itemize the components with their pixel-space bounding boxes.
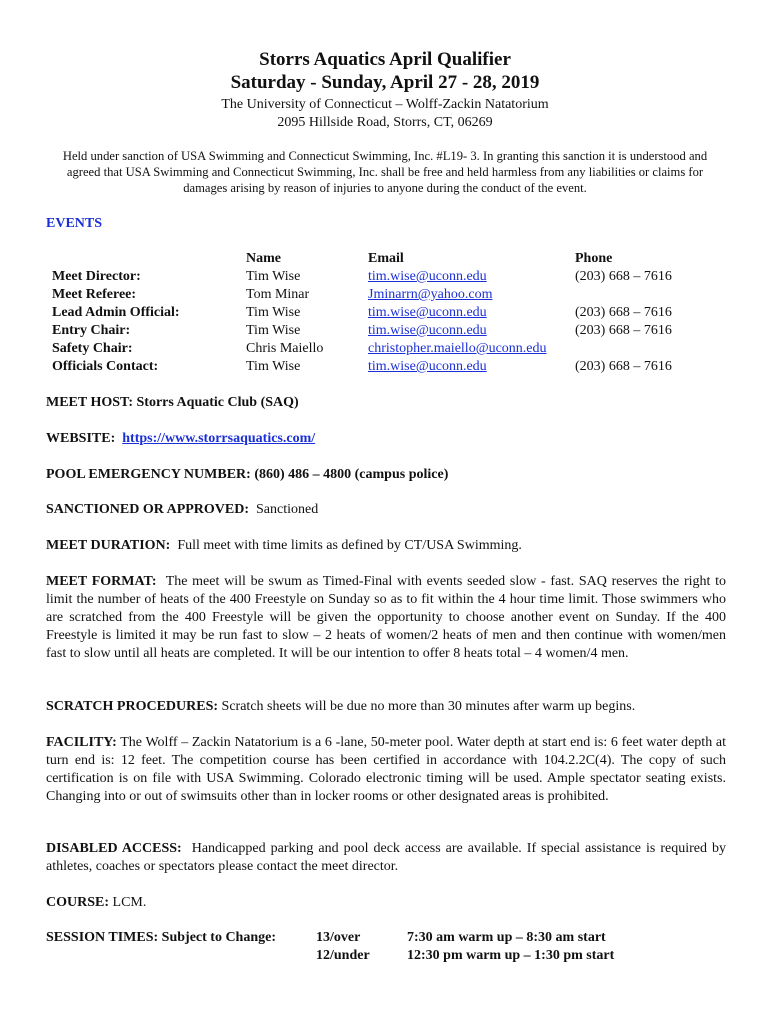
official-role: Lead Admin Official: [52,305,180,320]
name-header: Name [246,251,281,266]
official-email-link[interactable]: tim.wise@uconn.edu [368,359,487,374]
official-phone: (203) 668 – 7616 [575,305,672,320]
official-phone: (203) 668 – 7616 [575,359,672,374]
email-header: Email [368,251,404,266]
official-name: Tim Wise [246,323,301,338]
session-time: 12:30 pm warm up – 1:30 pm start [407,948,615,963]
venue-line: The University of Connecticut – Wolff-Zackin Natatorium [221,97,549,112]
official-role: Meet Referee: [52,287,137,302]
scratch-value: Scratch sheets will be due no more than 30 minutes after warm up begins. [221,699,636,714]
meet-title: Storrs Aquatics April Qualifier [259,49,511,70]
official-email-link[interactable]: Jminarrn@yahoo.com [368,287,493,302]
official-row [52,322,725,340]
events-heading: EVENTS [46,216,103,231]
official-phone [575,340,725,358]
format-label: MEET FORMAT: [46,574,157,589]
sanctioned-label: SANCTIONED OR APPROVED: [46,502,250,517]
website-line [46,430,726,448]
sanction-statement: Held under sanction of USA Swimming and Connecticut Swimming, Inc. #L19- 3. In granting this sanction it is understood and agreed that USA Swimming and Connecticut Swimming, Inc. shall be free and held harmless from any liabilities or claims for damages arising by reason of injuries to anyone during the conduct of the event. [62,149,708,195]
official-name: Tim Wise [246,359,301,374]
session-times-table [46,929,614,965]
pool-emergency-number: POOL EMERGENCY NUMBER: (860) 486 – 4800 (campus police) [46,467,449,482]
facility-value: The Wolff – Zackin Natatorium is a 6 -lane, 50-meter pool. Water depth at start end is: 6 feet water depth at turn end is: 12 feet. The competition course has been certified in accordance with 104.2.2C(4). The copy of such certification is on file with USA Swimming. Colorado electronic timing will be used. Ample spectator seating exists. Changing into or out of swimsuits other than in locker rooms or other designated areas is prohibited. [46,735,726,804]
official-email-link[interactable]: tim.wise@uconn.edu [368,305,487,320]
official-role: Officials Contact: [52,359,159,374]
official-row [52,268,725,286]
session-age-group: 12/under [316,948,370,963]
official-email-link[interactable]: christopher.maiello@uconn.edu [368,341,547,356]
duration-value: Full meet with time limits as defined by CT/USA Swimming. [177,538,522,553]
session-times-label: SESSION TIMES: Subject to Change: [46,930,277,945]
official-row [52,340,725,358]
official-role: Entry Chair: [52,323,131,338]
scratch-label: SCRATCH PROCEDURES: [46,699,219,714]
official-role: Meet Director: [52,269,141,284]
facility-label: FACILITY: [46,735,117,750]
disabled-access-paragraph [46,840,726,876]
official-name: Chris Maiello [246,341,324,356]
session-row [46,947,614,965]
duration-line [46,537,726,555]
official-email-link[interactable]: tim.wise@uconn.edu [368,269,487,284]
session-age-group: 13/over [316,930,361,945]
official-row [52,304,725,322]
official-name: Tim Wise [246,305,301,320]
website-label: WEBSITE: [46,431,116,446]
session-time: 7:30 am warm up – 8:30 am start [407,930,606,945]
official-row [52,286,725,304]
phone-header: Phone [575,251,613,266]
format-value: The meet will be swum as Timed-Final with events seeded slow - fast. SAQ reserves the right to limit the number of heats of the 400 Freestyle on Sunday so as to fit within the 4 hour time limit. Those swimmers who are scratched from the 400 Freestyle will be given the opportunity to choose another event on Sunday. If the 400 Freestyle is limited it may be run fast to slow – 2 heats of women/2 heats of men and then continue with women/men fast to slow until all heats are completed. It will be our intention to offer 8 heats total – 4 women/4 men. [46,574,727,661]
sanctioned-value: Sanctioned [256,502,319,517]
address-line: 2095 Hillside Road, Storrs, CT, 06269 [277,115,493,130]
official-row [52,358,725,376]
officials-table [52,250,725,376]
official-role: Safety Chair: [52,341,133,356]
official-phone [575,286,725,304]
official-phone: (203) 668 – 7616 [575,323,672,338]
course-label: COURSE: [46,895,110,910]
official-email-link[interactable]: tim.wise@uconn.edu [368,323,487,338]
sanctioned-line [46,501,726,519]
duration-label: MEET DURATION: [46,538,171,553]
website-link[interactable]: https://www.storrsaquatics.com/ [122,431,316,446]
course-value: LCM. [112,895,147,910]
official-phone: (203) 668 – 7616 [575,269,672,284]
disabled-value: Handicapped parking and pool deck access are available. If special assistance is required by athletes, coaches or spectators please contact the meet director. [46,841,726,874]
official-name: Tom Minar [246,287,310,302]
course-line [46,894,726,912]
meet-dates: Saturday - Sunday, April 27 - 28, 2019 [230,72,540,93]
scratch-line [46,698,726,716]
official-name: Tim Wise [246,269,301,284]
session-row [46,929,614,947]
meet-format-paragraph [46,573,726,663]
facility-paragraph [46,734,726,806]
disabled-label: DISABLED ACCESS: [46,841,182,856]
meet-host: MEET HOST: Storrs Aquatic Club (SAQ) [46,395,299,410]
role-header [52,250,246,268]
officials-header-row [52,250,725,268]
